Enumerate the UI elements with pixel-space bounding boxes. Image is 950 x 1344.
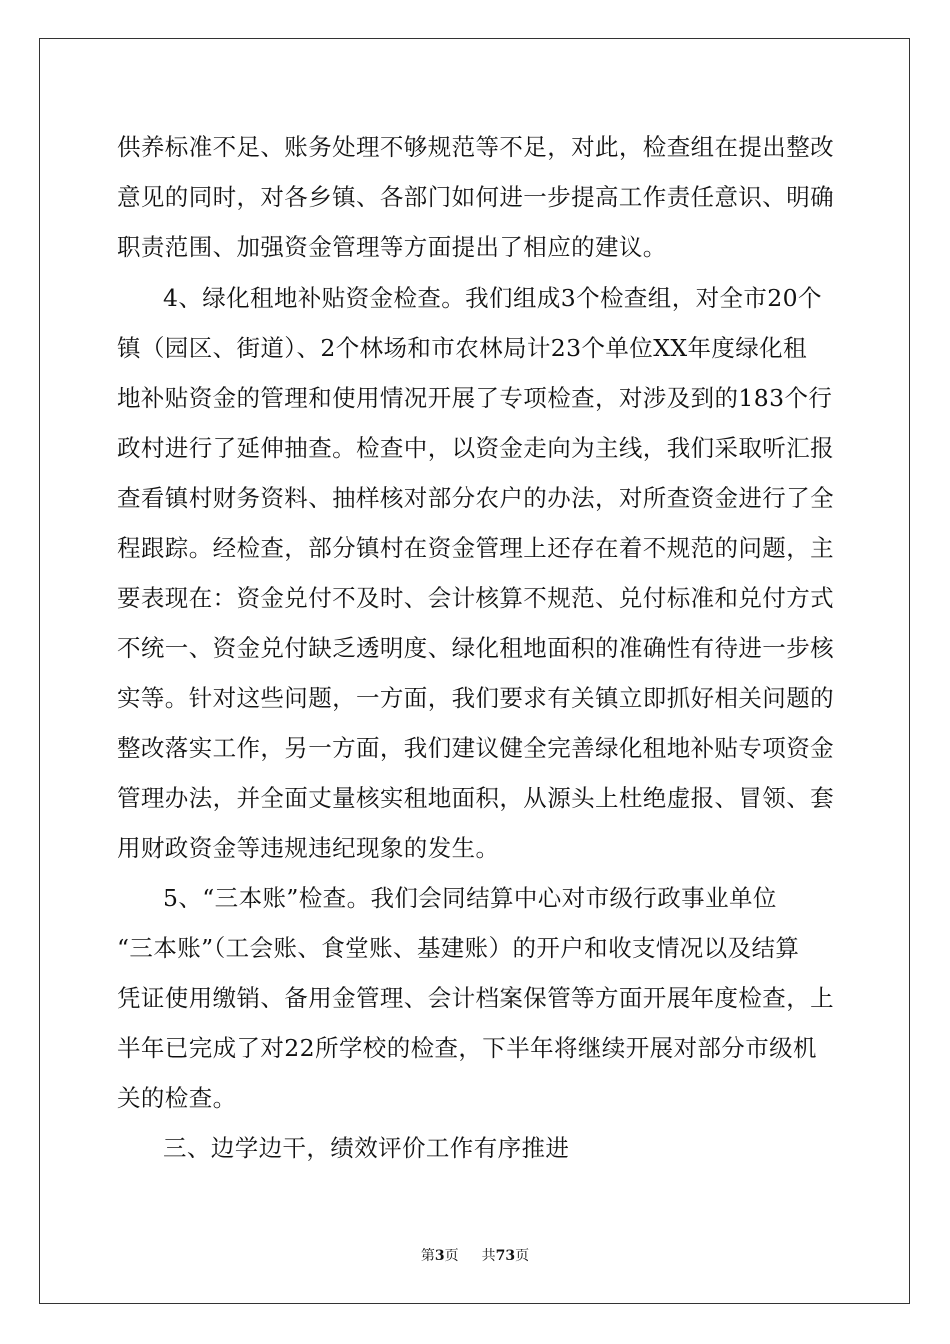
page-suffix: 页 (444, 1248, 459, 1264)
text-line: 查看镇村财务资料、抽样核对部分农户的办法，对所查资金进行了全 (117, 484, 834, 512)
paragraph-4-first-line: 4、绿化租地补贴资金检查。我们组成3个检查组，对全市20个 (163, 284, 822, 312)
text-line: 程跟踪。经检查，部分镇村在资金管理上还存在着不规范的问题，主 (117, 534, 834, 562)
text-line: 用财政资金等违规违纪现象的发生。 (117, 834, 500, 862)
text-line: “三本账”（工会账、食堂账、基建账）的开户和收支情况以及结算 (117, 934, 800, 962)
total-pages: 73 (495, 1248, 516, 1264)
page-footer (0, 1246, 950, 1266)
text-line: 不统一、资金兑付缺乏透明度、绿化租地面积的准确性有待进一步核 (117, 634, 834, 662)
text-line: 整改落实工作，另一方面，我们建议健全完善绿化租地补贴专项资金 (117, 734, 834, 762)
page-prefix: 第 (420, 1248, 435, 1264)
text-line: 管理办法，并全面丈量核实租地面积，从源头上杜绝虚报、冒领、套 (117, 784, 834, 812)
total-suffix: 页 (515, 1248, 530, 1264)
text-line: 供养标准不足、账务处理不够规范等不足，对此，检查组在提出整改 (117, 133, 834, 161)
total-prefix: 共 (481, 1248, 496, 1264)
text-line: 意见的同时，对各乡镇、各部门如何进一步提高工作责任意识、明确 (117, 183, 834, 211)
text-line: 镇（园区、街道）、2个林场和市农林局计23个单位XX年度绿化租 (117, 334, 807, 362)
paragraph-5-first-line: 5、“三本账”检查。我们会同结算中心对市级行政事业单位 (163, 884, 777, 912)
text-line: 半年已完成了对22所学校的检查，下半年将继续开展对部分市级机 (117, 1034, 817, 1062)
text-line: 要表现在：资金兑付不及时、会计核算不规范、兑付标准和兑付方式 (117, 584, 834, 612)
page-number: 3 (434, 1248, 445, 1264)
text-line: 地补贴资金的管理和使用情况开展了专项检查，对涉及到的183个行 (117, 384, 833, 412)
text-line: 关的检查。 (117, 1084, 237, 1112)
section-heading: 三、边学边干，绩效评价工作有序推进 (163, 1134, 570, 1162)
text-line: 凭证使用缴销、备用金管理、会计档案保管等方面开展年度检查，上 (117, 984, 834, 1012)
text-line: 政村进行了延伸抽查。检查中，以资金走向为主线，我们采取听汇报 (117, 434, 834, 462)
text-line: 实等。针对这些问题，一方面，我们要求有关镇立即抓好相关问题的 (117, 684, 834, 712)
text-line: 职责范围、加强资金管理等方面提出了相应的建议。 (117, 233, 667, 261)
